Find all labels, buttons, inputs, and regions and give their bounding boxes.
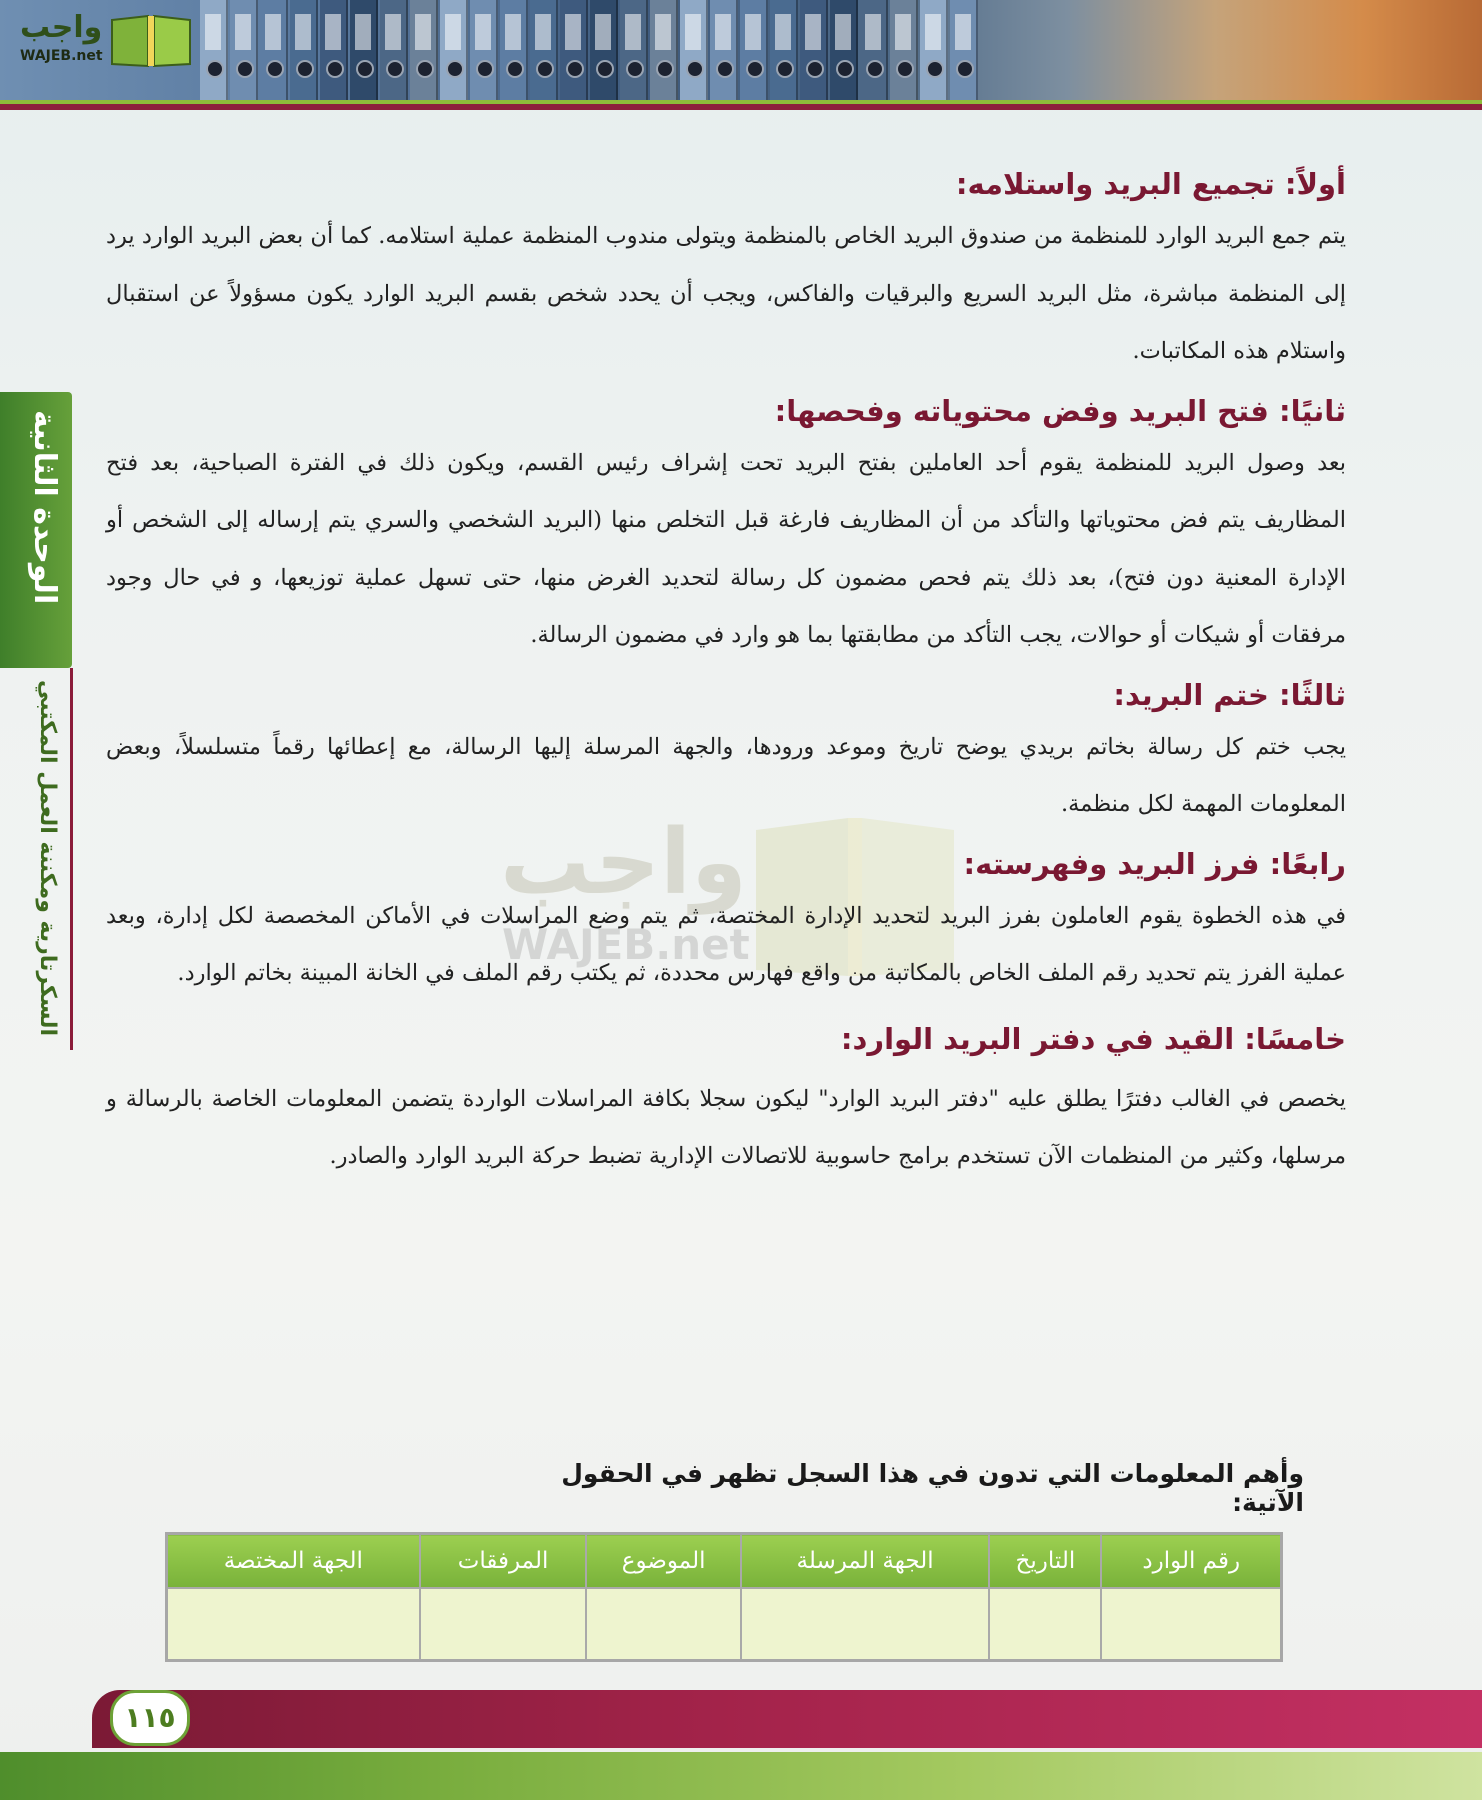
page-content xyxy=(106,160,1346,1186)
binder-label xyxy=(775,14,791,50)
binder-label xyxy=(895,14,911,50)
binder-spine xyxy=(260,0,288,108)
column-header-attachments: المرفقات xyxy=(420,1534,587,1589)
binder-label xyxy=(715,14,731,50)
logo-text-english: WAJEB.net xyxy=(20,48,103,64)
binder-spine xyxy=(890,0,918,108)
column-header-date: التاريخ xyxy=(989,1534,1101,1589)
header-banner xyxy=(0,0,1482,108)
binder-label xyxy=(385,14,401,50)
binder-spine xyxy=(620,0,648,108)
section-paragraph-5: يخصص في الغالب دفترًا يطلق عليه "دفتر البريد الوارد" ليكون سجلا بكافة المراسلات الواردة يتضمن المعلومات الخاصة بالرسالة و مرسلها، وكثير من المنظمات الآن تستخدم برامج حاسوبية للاتصالات الإدارية تضبط حركة البريد الوارد والصادر. xyxy=(106,1085,1346,1169)
binder-spine xyxy=(530,0,558,108)
binder-ring-hole xyxy=(446,60,464,78)
section-heading-4: رابعًا: فرز البريد وفهرسته: xyxy=(963,846,1346,881)
watermark-text-english: WAJEB.net xyxy=(502,920,750,969)
table-cell xyxy=(586,1588,740,1661)
binder-ring-hole xyxy=(296,60,314,78)
watermark-text-arabic: واجب xyxy=(500,810,747,915)
section-paragraph-2: بعد وصول البريد للمنظمة يقوم أحد العاملين بفتح البريد تحت إشراف رئيس القسم، ويكون ذلك في الفترة الصباحية، بعد فتح المظاريف يتم فض محتوياتها والتأكد من أن المظاريف فارغة قبل التخلص منها (البريد الشخصي والسري يتم إرساله إلى الشخص أو الإدارة المعنية دون فتح)، بعد ذلك يتم فحص مضمون كل رسالة لتحديد الغرض منها، حتى تسهل عملية توزيعها، و في حال وجود مرفقات أو شيكات أو حوالات، يجب التأكد من مطابقتها بما هو وارد في مضمون الرسالة. xyxy=(106,449,1346,648)
table-row xyxy=(167,1588,1282,1661)
table-header-row xyxy=(167,1534,1282,1589)
column-header-competent-dept: الجهة المختصة xyxy=(167,1534,420,1589)
footer-band xyxy=(92,1690,1482,1748)
binder-ring-hole xyxy=(416,60,434,78)
binder-label xyxy=(595,14,611,50)
section-heading-5: خامسًا: القيد في دفتر البريد الوارد: xyxy=(840,1021,1346,1056)
page-number: ١١٥ xyxy=(110,1690,190,1746)
logo-text-arabic: واجب xyxy=(20,10,103,45)
table-cell xyxy=(1101,1588,1281,1661)
table-cell xyxy=(989,1588,1101,1661)
binder-label xyxy=(685,14,701,50)
binder-label xyxy=(835,14,851,50)
binder-spine xyxy=(650,0,678,108)
binder-label xyxy=(535,14,551,50)
binder-ring-hole xyxy=(236,60,254,78)
course-title: السكرتارية ومكننة العمل المكتبي xyxy=(35,680,60,1036)
binder-ring-hole xyxy=(776,60,794,78)
binder-ring-hole xyxy=(506,60,524,78)
table-intro-line: وأهم المعلومات التي تدون في هذا السجل تظهر في الحقول الآتية: xyxy=(561,1459,1304,1517)
incoming-mail-register-table xyxy=(165,1532,1283,1662)
binder-ring-hole xyxy=(596,60,614,78)
binder-label xyxy=(865,14,881,50)
table-cell xyxy=(741,1588,989,1661)
binder-ring-hole xyxy=(566,60,584,78)
binder-ring-hole xyxy=(746,60,764,78)
binder-label xyxy=(265,14,281,50)
binder-spine xyxy=(770,0,798,108)
binder-spine xyxy=(860,0,888,108)
binder-ring-hole xyxy=(806,60,824,78)
table-cell xyxy=(420,1588,587,1661)
binder-spine xyxy=(470,0,498,108)
binder-spine xyxy=(830,0,858,108)
binder-ring-hole xyxy=(626,60,644,78)
header-stripe-red xyxy=(0,104,1482,110)
binder-ring-hole xyxy=(896,60,914,78)
side-divider-line xyxy=(70,668,73,1050)
column-header-subject: الموضوع xyxy=(586,1534,740,1589)
binder-ring-hole xyxy=(206,60,224,78)
binder-label xyxy=(505,14,521,50)
binder-label xyxy=(355,14,371,50)
binder-spine xyxy=(230,0,258,108)
binder-ring-hole xyxy=(866,60,884,78)
column-header-incoming-number: رقم الوارد xyxy=(1101,1534,1281,1589)
section-paragraph-4: في هذه الخطوة يقوم العاملون بفرز البريد لتحديد الإدارة المختصة، ثم يتم وضع المراسلات في الأماكن المخصصة لكل إدارة، وبعد عملية الفرز يتم تحديد رقم الملف الخاص بالمكاتبة من واقع فهارس محددة، ثم يكتب رقم الملف في الخانة المبينة بخاتم الوارد. xyxy=(106,902,1346,986)
binder-ring-hole xyxy=(686,60,704,78)
binder-spine xyxy=(920,0,948,108)
binder-label xyxy=(625,14,641,50)
binder-label xyxy=(415,14,431,50)
binder-label xyxy=(925,14,941,50)
binder-ring-hole xyxy=(926,60,944,78)
section-paragraph-3: يجب ختم كل رسالة بخاتم بريدي يوضح تاريخ وموعد ورودها، والجهة المرسلة إليها الرسالة، مع إعطائها رقماً متسلسلاً، وبعض المعلومات المهمة لكل منظمة. xyxy=(106,733,1346,817)
book-icon xyxy=(108,10,194,68)
section-heading-3: ثالثًا: ختم البريد: xyxy=(1113,677,1346,712)
binder-spine xyxy=(380,0,408,108)
footer-green-strip xyxy=(0,1752,1482,1800)
binder-ring-hole xyxy=(476,60,494,78)
binder-ring-hole xyxy=(386,60,404,78)
binder-ring-hole xyxy=(656,60,674,78)
binder-label xyxy=(955,14,971,50)
binder-label xyxy=(565,14,581,50)
binder-ring-hole xyxy=(356,60,374,78)
section-paragraph-1: يتم جمع البريد الوارد للمنظمة من صندوق البريد الخاص بالمنظمة ويتولى مندوب المنظمة عملية استلامه. كما أن بعض البريد الوارد يرد إلى المنظمة مباشرة، مثل البريد السريع والبرقيات والفاكس، ويجب أن يحدد شخص بقسم البريد الوارد يكون مسؤولاً عن استقبال واستلام هذه المكاتبات. xyxy=(106,223,1346,364)
binder-spine xyxy=(680,0,708,108)
column-header-sender: الجهة المرسلة xyxy=(741,1534,989,1589)
binder-spine xyxy=(710,0,738,108)
section-heading-2: ثانيًا: فتح البريد وفض محتوياته وفحصها: xyxy=(774,393,1346,428)
binder-label xyxy=(445,14,461,50)
binder-spine xyxy=(440,0,468,108)
binder-spine xyxy=(560,0,588,108)
table-cell xyxy=(167,1588,420,1661)
binder-spine xyxy=(410,0,438,108)
binder-spine xyxy=(590,0,618,108)
binder-spine xyxy=(800,0,828,108)
binder-spine xyxy=(500,0,528,108)
binder-ring-hole xyxy=(266,60,284,78)
section-heading-1: أولاً: تجميع البريد واستلامه: xyxy=(955,167,1346,201)
binder-label xyxy=(475,14,491,50)
binder-spine xyxy=(290,0,318,108)
wajeb-logo[interactable] xyxy=(8,6,188,66)
binder-label xyxy=(745,14,761,50)
binder-label xyxy=(805,14,821,50)
binder-spine xyxy=(350,0,378,108)
binder-label xyxy=(295,14,311,50)
binder-spine xyxy=(950,0,978,108)
binder-label xyxy=(325,14,341,50)
binder-spine xyxy=(320,0,348,108)
binder-ring-hole xyxy=(326,60,344,78)
binder-spine xyxy=(200,0,228,108)
unit-title: الوحدة الثانية xyxy=(27,410,62,605)
binder-spine xyxy=(740,0,768,108)
binder-label xyxy=(235,14,251,50)
binder-ring-hole xyxy=(836,60,854,78)
binder-label xyxy=(655,14,671,50)
binder-ring-hole xyxy=(536,60,554,78)
binder-label xyxy=(205,14,221,50)
binder-ring-hole xyxy=(956,60,974,78)
binder-ring-hole xyxy=(716,60,734,78)
